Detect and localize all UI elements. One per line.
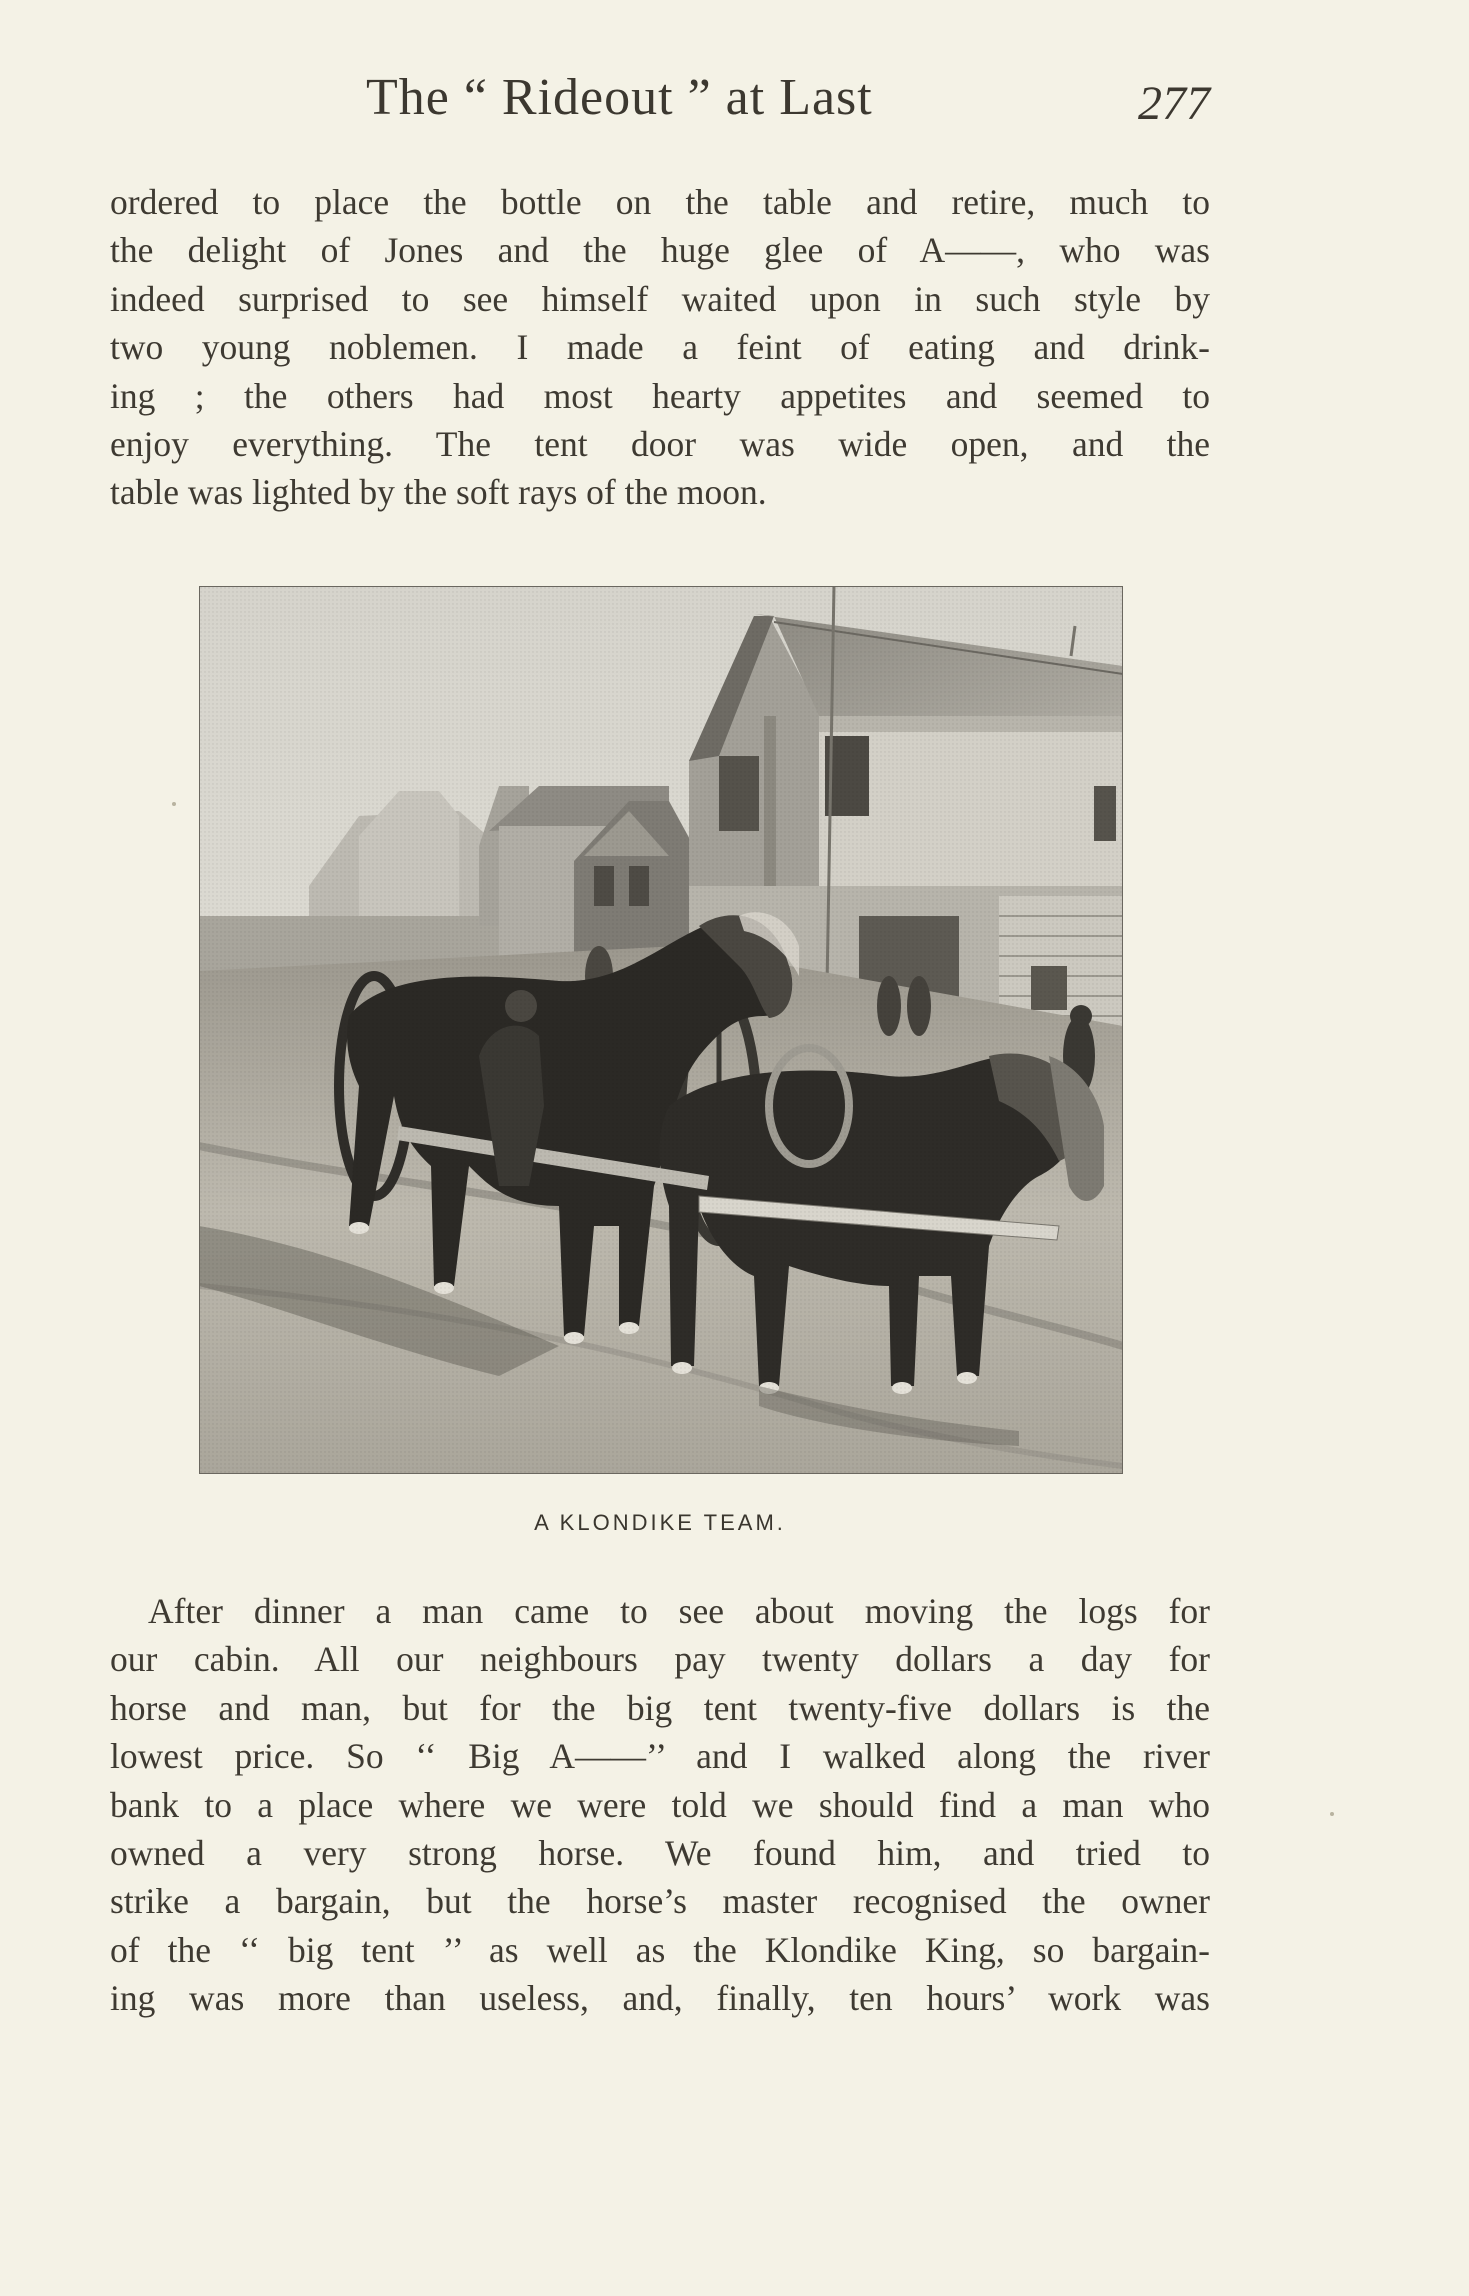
- text-line: ing ; the others had most hearty appetites and seemed to: [110, 375, 1210, 416]
- paper-speck: [172, 802, 176, 806]
- text-line: our cabin. All our neighbours pay twenty dollars a day for: [110, 1639, 1210, 1680]
- text-line: the delight of Jones and the huge glee of A——, who was: [110, 230, 1210, 271]
- text-line: table was lighted by the soft rays of the moon.: [110, 472, 767, 513]
- text-line: ing was more than useless, and, finally, ten hours’ work was: [110, 1978, 1210, 2019]
- text-line: horse and man, but for the big tent twenty-five dollars is the: [110, 1687, 1210, 1728]
- text-line: strike a bargain, but the horse’s master recognised the owner: [110, 1881, 1210, 1922]
- text-line: enjoy everything. The tent door was wide open, and the: [110, 424, 1210, 465]
- text-line: two young noblemen. I made a feint of eating and drink-: [110, 327, 1210, 368]
- paragraph-bottom: [110, 1587, 1210, 2023]
- text-line: ordered to place the bottle on the table and retire, much to: [110, 182, 1210, 222]
- photo-klondike-team: [199, 586, 1123, 1474]
- halftone-photograph: [199, 586, 1123, 1474]
- figure-caption: A KLONDIKE TEAM.: [534, 1510, 786, 1535]
- text-line: of the ‘‘ big tent ’’ as well as the Klondike King, so bargain-: [110, 1929, 1210, 1970]
- text-line: owned a very strong horse. We found him, and tried to: [110, 1833, 1210, 1874]
- text-line: lowest price. So ‘‘ Big A——’’ and I walked along the river: [110, 1736, 1210, 1777]
- paragraph-top: [110, 178, 1210, 517]
- running-title: The “ Rideout ” at Last: [366, 69, 873, 126]
- text-line: After dinner a man came to see about moving the logs for: [148, 1591, 1210, 1631]
- running-head: [110, 68, 1210, 138]
- paper-speck: [1330, 1812, 1334, 1816]
- text-line: bank to a place where we were told we should find a man who: [110, 1784, 1210, 1825]
- text-line: indeed surprised to see himself waited upon in such style by: [110, 278, 1210, 319]
- page-number: 277: [1138, 77, 1210, 130]
